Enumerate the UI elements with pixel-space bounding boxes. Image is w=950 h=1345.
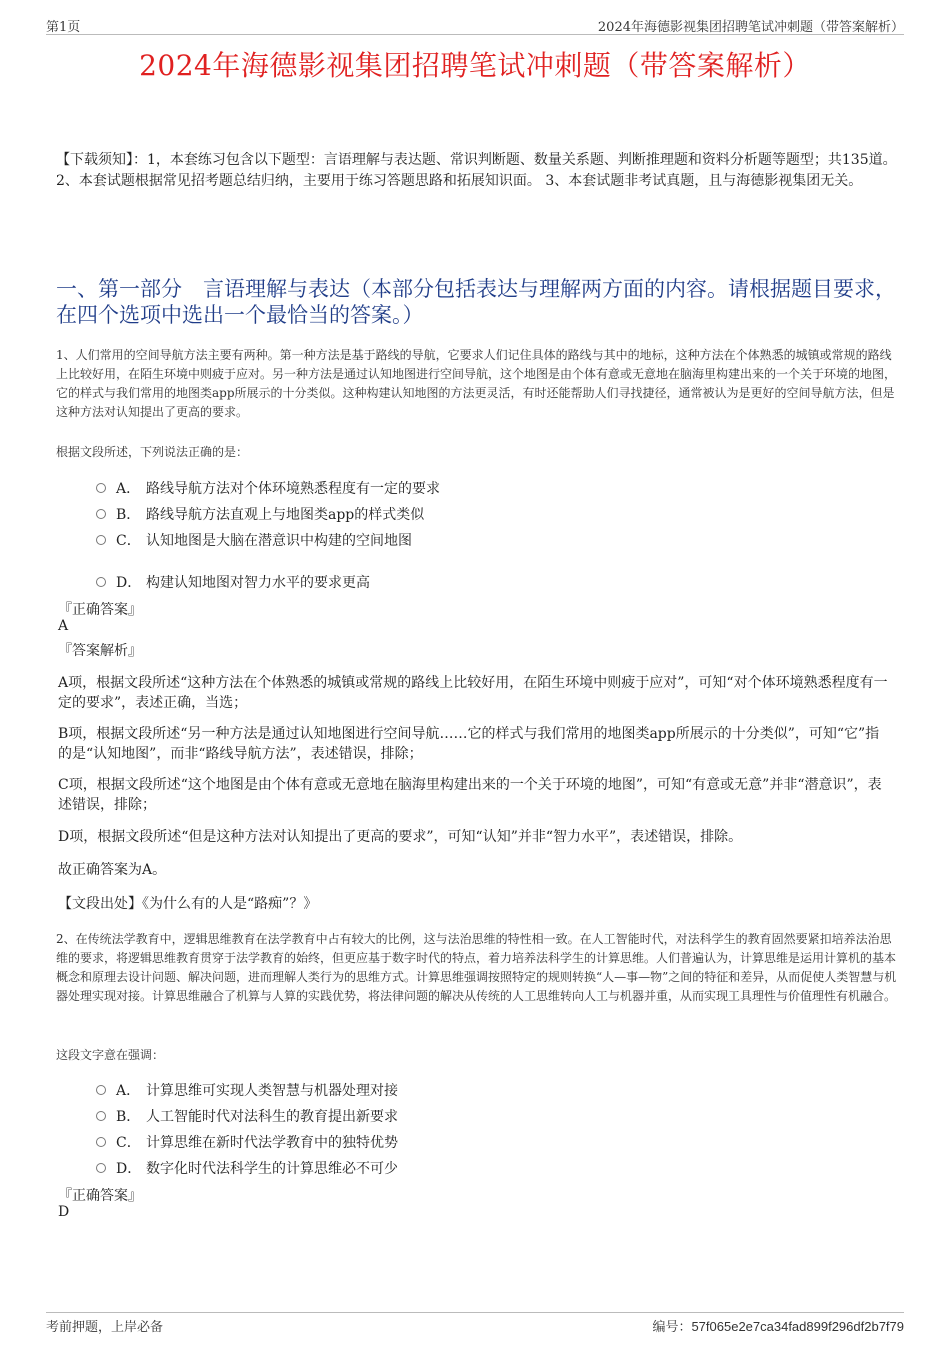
q2-option-a[interactable] [96, 1080, 398, 1100]
option-text: 数字化时代法科学生的计算思维必不可少 [146, 1161, 398, 1177]
download-notice: 【下载须知】：1，本套练习包含以下题型：言语理解与表达题、常识判断题、数量关系题、判断推理题和资料分析题等题型；共135道。 2、本套试题根据常见招考题总结归纳，主要用于练习答题思路和拓展知识面。 3、本套试题非考试真题，且与海德影视集团无关。 [56, 152, 897, 189]
q2-answer: D [58, 1204, 70, 1220]
q1-answer: A [58, 618, 69, 634]
q1-analysis-c: C项，根据文段所述“这个地图是由个体有意或无意地在脑海里构建出来的一个关于环境的地图”，可知“有意或无意”并非“潜意识”，表述错误，排除； [58, 777, 882, 813]
page-title: 2024年海德影视集团招聘笔试冲刺题（带答案解析） [139, 49, 811, 82]
option-letter: A． [116, 1083, 141, 1099]
option-text: 构建认知地图对智力水平的要求更高 [146, 575, 370, 591]
radio-icon[interactable] [96, 1085, 106, 1095]
page-number: 第1页 [46, 20, 81, 35]
q1-option-a[interactable] [96, 478, 440, 498]
footer-code [652, 1316, 904, 1335]
option-letter: C． [116, 1135, 141, 1151]
option-text: 人工智能时代对法科生的教育提出新要求 [146, 1109, 398, 1125]
q1-conclusion: 故正确答案为A。 [58, 862, 167, 878]
radio-icon[interactable] [96, 509, 106, 519]
question-1-text: 1、人们常用的空间导航方法主要有两种。第一种方法是基于路线的导航，它要求人们记住具体的路线与其中的地标，这种方法在个体熟悉的城镇或常规的路线上比较好用，在陌生环境中则疲于应对。另一种方法是通过认知地图进行空间导航，这个地图是由个体有意或无意地在脑海里构建出来的一个关于环境的地图，它的样式与我们常用的地图类app所展示的十分类似。这种构建认知地图的方法更灵活，有时还能帮助人们寻找捷径，通常被认为是更好的空间导航方法，但是这种方法对认知提出了更高的要求。 [56, 348, 897, 419]
q2-option-b[interactable] [96, 1106, 398, 1126]
radio-icon[interactable] [96, 1137, 106, 1147]
q1-option-b[interactable] [96, 504, 424, 524]
q2-option-d[interactable] [96, 1158, 398, 1178]
q1-answer-label: 『正确答案』 [58, 602, 142, 618]
option-text: 认知地图是大脑在潜意识中构建的空间地图 [146, 533, 412, 549]
question-1-stem: 根据文段所述，下列说法正确的是： [56, 445, 249, 459]
option-text: 计算思维可实现人类智慧与机器处理对接 [146, 1083, 398, 1099]
q1-analysis-label: 『答案解析』 [58, 643, 142, 659]
radio-icon[interactable] [96, 1163, 106, 1173]
option-text: 计算思维在新时代法学教育中的独特优势 [146, 1135, 398, 1151]
page-footer [46, 1312, 904, 1333]
option-letter: A． [116, 481, 141, 497]
footer-code-value: 57f065e2e7ca34fad899f296df2b7f79 [691, 1319, 904, 1334]
q1-analysis-d: D项，根据文段所述“但是这种方法对认知提出了更高的要求”，可知“认知”并非“智力水平”，表述错误，排除。 [58, 829, 743, 845]
q1-analysis-a: A项，根据文段所述“这种方法在个体熟悉的城镇或常规的路线上比较好用，在陌生环境中则疲于应对”，可知“对个体环境熟悉程度有一定的要求”，表述正确，当选； [58, 675, 888, 711]
option-letter: C． [116, 533, 141, 549]
footer-slogan: 考前押题，上岸必备 [46, 1320, 164, 1335]
footer-code-label: 编号： [652, 1320, 692, 1335]
option-letter: D． [116, 1161, 142, 1177]
q2-option-c[interactable] [96, 1132, 398, 1152]
q1-option-c[interactable] [96, 530, 412, 550]
option-text: 路线导航方法对个体环境熟悉程度有一定的要求 [146, 481, 440, 497]
radio-icon[interactable] [96, 1111, 106, 1121]
question-2-stem: 这段文字意在强调： [56, 1048, 165, 1062]
radio-icon[interactable] [96, 535, 106, 545]
option-letter: B． [116, 507, 141, 523]
header-doc-title: 2024年海德影视集团招聘笔试冲刺题（带答案解析） [597, 20, 904, 35]
q2-answer-label: 『正确答案』 [58, 1188, 142, 1204]
q1-analysis-b: B项，根据文段所述“另一种方法是通过认知地图进行空间导航……它的样式与我们常用的地图类app所展示的十分类似”，可知“它”指的是“认知地图”，而非“路线导航方法”，表述错误，排除； [58, 726, 880, 762]
option-text: 路线导航方法直观上与地图类app的样式类似 [146, 507, 425, 523]
q1-option-d[interactable] [96, 572, 370, 592]
q1-source: 【文段出处】《为什么有的人是“路痴”？》 [58, 896, 318, 912]
section-heading: 一、第一部分 言语理解与表达（本部分包括表达与理解两方面的内容。请根据题目要求，在四个选项中选出一个最恰当的答案。） [56, 277, 896, 327]
page-header [46, 14, 904, 35]
question-2-text: 2、在传统法学教育中，逻辑思维教育在法学教育中占有较大的比例，这与法治思维的特性相一致。在人工智能时代，对法科学生的教育固然要紧扣培养法治思维的要求，将逻辑思维教育贯穿于法学教育的始终，但更应基于数字时代的特点，着力培养法科学生的计算思维。人们普遍认为，计算思维是运用计算机的基本概念和原理去设计问题、解决问题，进而理解人类行为的思维方式。计算思维强调按照特定的规则转换“人—事—物”之间的特征和差异，从而促使人类智慧与机器处理实现对接。计算思维融合了机算与人算的实践优势，将法律问题的解决从传统的人工思维转向人工与机器并重，从而实现工具理性与价值理性有机融合。 [56, 932, 897, 1003]
option-letter: B． [116, 1109, 141, 1125]
option-letter: D． [116, 575, 142, 591]
radio-icon[interactable] [96, 483, 106, 493]
radio-icon[interactable] [96, 577, 106, 587]
